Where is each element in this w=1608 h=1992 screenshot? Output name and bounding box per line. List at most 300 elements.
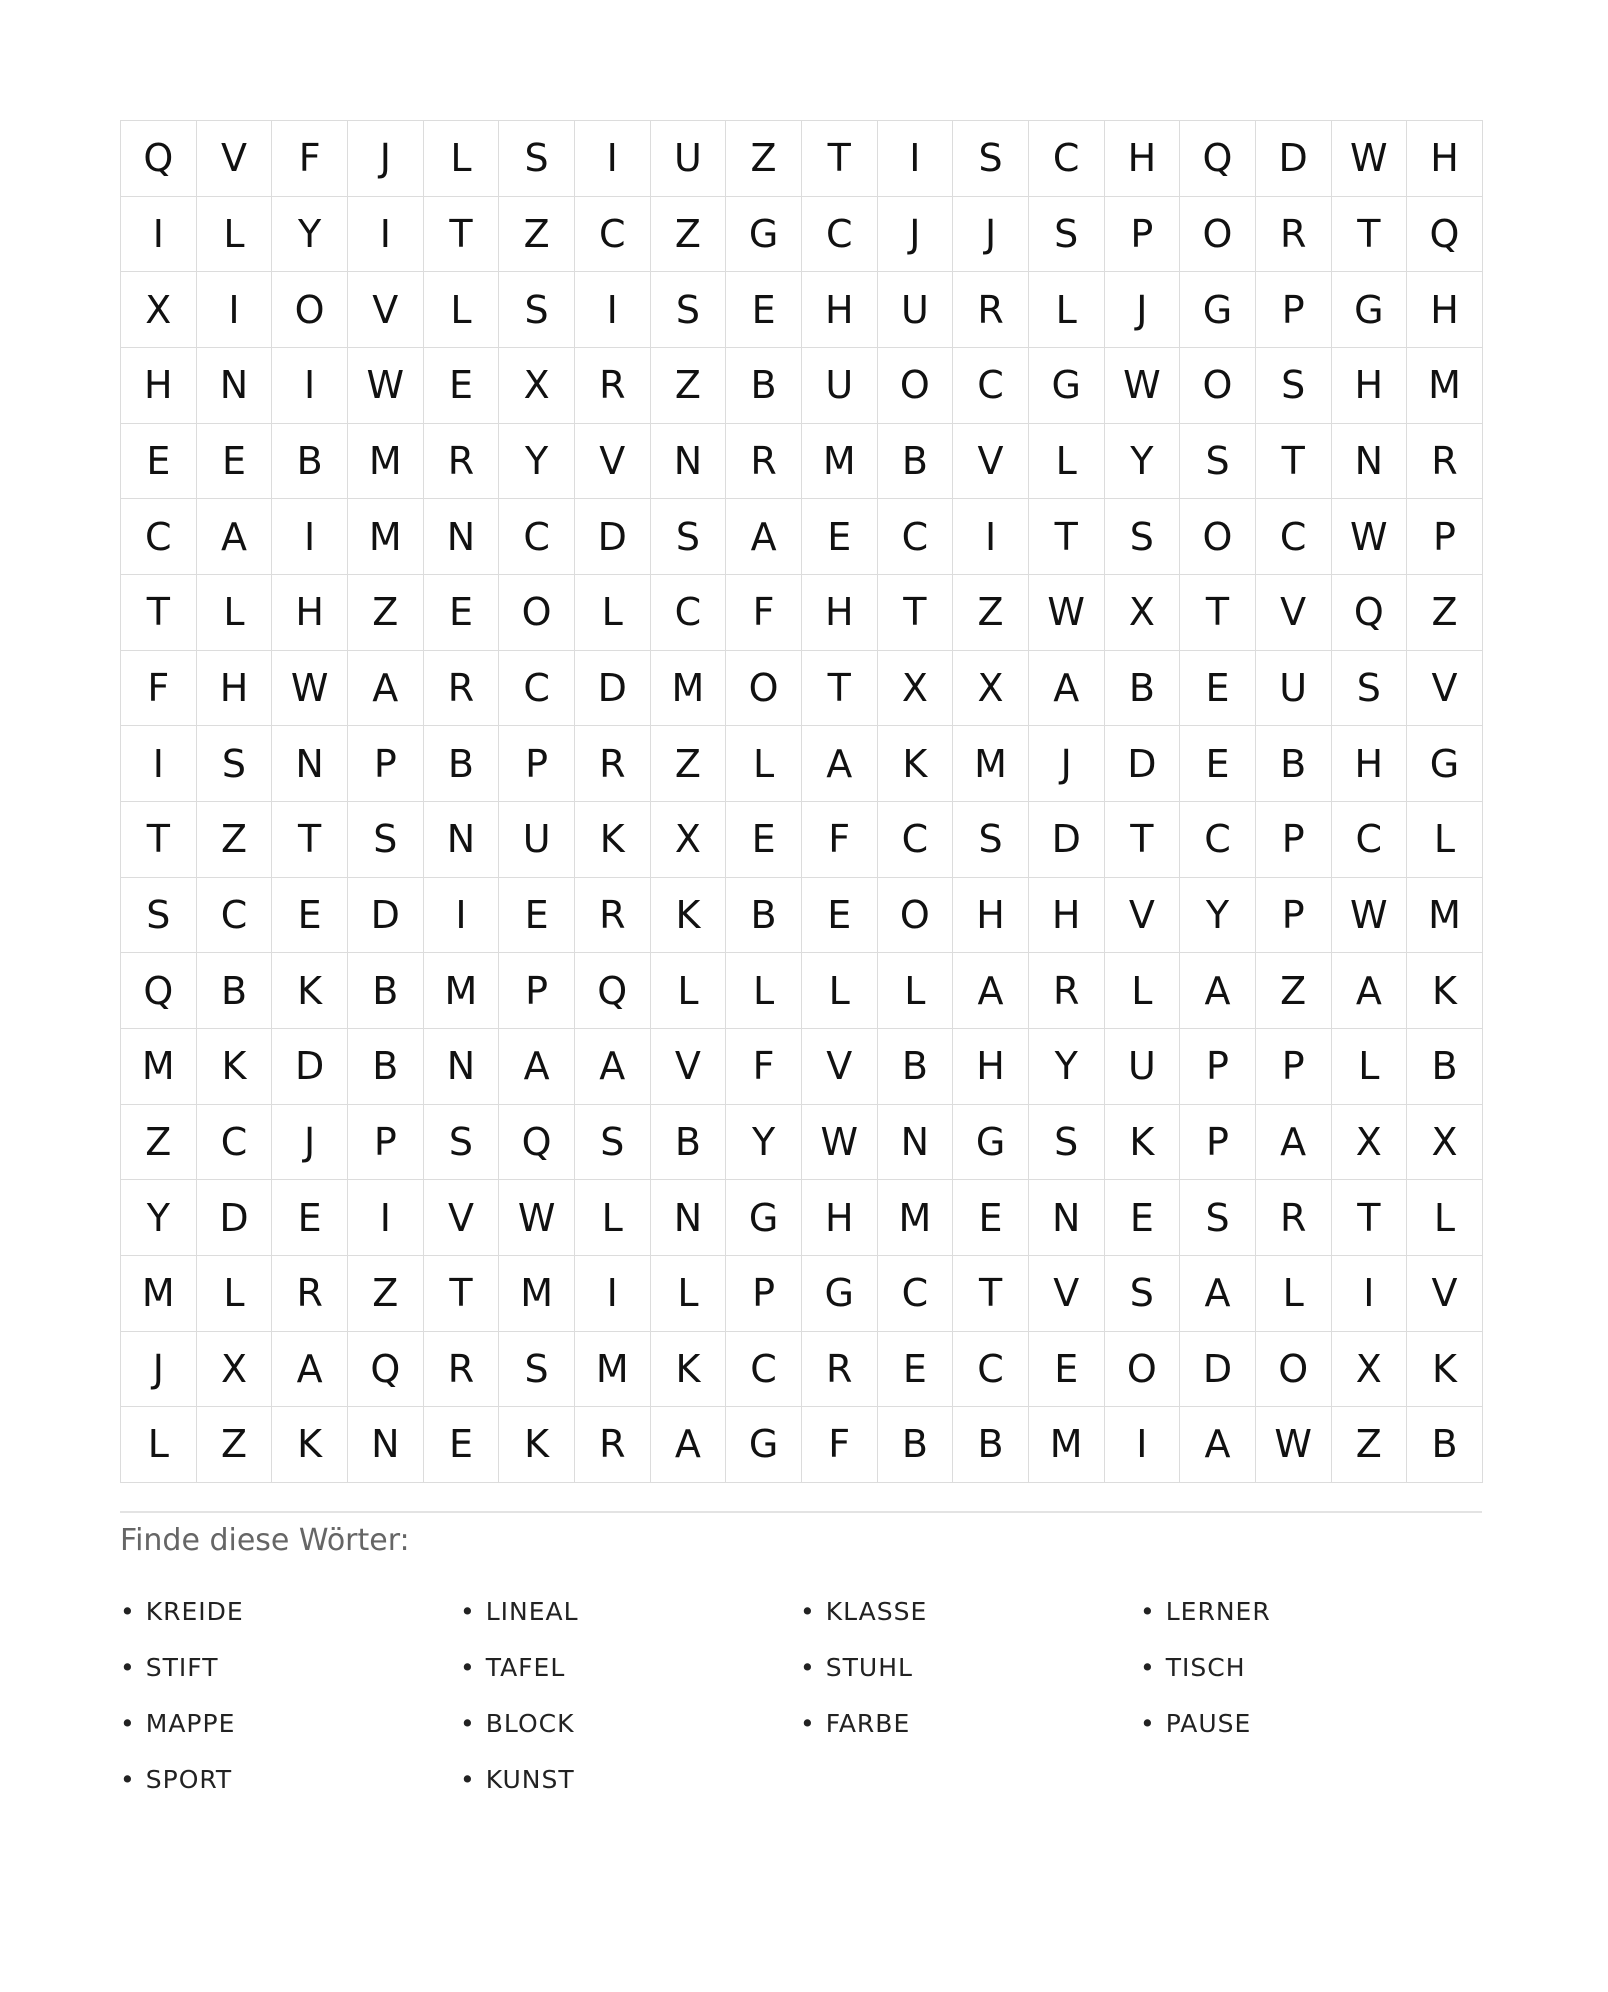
grid-cell[interactable]: E xyxy=(1105,1180,1181,1256)
grid-cell[interactable]: H xyxy=(953,1029,1029,1105)
grid-cell[interactable]: U xyxy=(651,121,727,197)
grid-cell[interactable]: I xyxy=(878,121,954,197)
grid-cell[interactable]: X xyxy=(1105,575,1181,651)
grid-cell[interactable]: C xyxy=(1180,802,1256,878)
grid-cell[interactable]: H xyxy=(953,878,1029,954)
grid-cell[interactable]: K xyxy=(575,802,651,878)
grid-cell[interactable]: I xyxy=(575,272,651,348)
grid-cell[interactable]: G xyxy=(1029,348,1105,424)
grid-cell[interactable]: B xyxy=(1407,1407,1483,1483)
grid-cell[interactable]: M xyxy=(575,1332,651,1408)
grid-cell[interactable]: H xyxy=(272,575,348,651)
grid-cell[interactable]: X xyxy=(1407,1105,1483,1181)
grid-cell[interactable]: X xyxy=(1332,1105,1408,1181)
grid-cell[interactable]: L xyxy=(878,953,954,1029)
grid-cell[interactable]: I xyxy=(348,197,424,273)
grid-cell[interactable]: S xyxy=(499,1332,575,1408)
grid-cell[interactable]: P xyxy=(1180,1105,1256,1181)
grid-cell[interactable]: G xyxy=(1407,726,1483,802)
grid-cell[interactable]: O xyxy=(878,348,954,424)
grid-cell[interactable]: L xyxy=(1029,424,1105,500)
grid-cell[interactable]: B xyxy=(1256,726,1332,802)
grid-cell[interactable]: Z xyxy=(197,1407,273,1483)
grid-cell[interactable]: T xyxy=(424,197,500,273)
grid-cell[interactable]: N xyxy=(348,1407,424,1483)
grid-cell[interactable]: T xyxy=(121,575,197,651)
grid-cell[interactable]: Q xyxy=(121,121,197,197)
grid-cell[interactable]: W xyxy=(1332,499,1408,575)
grid-cell[interactable]: E xyxy=(802,878,878,954)
grid-cell[interactable]: E xyxy=(272,878,348,954)
grid-cell[interactable]: D xyxy=(1029,802,1105,878)
grid-cell[interactable]: S xyxy=(953,121,1029,197)
grid-cell[interactable]: R xyxy=(1256,1180,1332,1256)
grid-cell[interactable]: K xyxy=(197,1029,273,1105)
grid-cell[interactable]: S xyxy=(1180,424,1256,500)
grid-cell[interactable]: T xyxy=(953,1256,1029,1332)
grid-cell[interactable]: W xyxy=(1332,878,1408,954)
grid-cell[interactable]: R xyxy=(575,726,651,802)
grid-cell[interactable]: Q xyxy=(1407,197,1483,273)
grid-cell[interactable]: A xyxy=(348,651,424,727)
grid-cell[interactable]: L xyxy=(1407,802,1483,878)
grid-cell[interactable]: W xyxy=(802,1105,878,1181)
grid-cell[interactable]: I xyxy=(424,878,500,954)
grid-cell[interactable]: K xyxy=(272,953,348,1029)
grid-cell[interactable]: J xyxy=(1105,272,1181,348)
grid-cell[interactable]: I xyxy=(1332,1256,1408,1332)
grid-cell[interactable]: X xyxy=(953,651,1029,727)
grid-cell[interactable]: U xyxy=(1105,1029,1181,1105)
grid-cell[interactable]: X xyxy=(878,651,954,727)
grid-cell[interactable]: Z xyxy=(953,575,1029,651)
grid-cell[interactable]: C xyxy=(1332,802,1408,878)
grid-cell[interactable]: B xyxy=(726,348,802,424)
grid-cell[interactable]: R xyxy=(272,1256,348,1332)
grid-cell[interactable]: O xyxy=(499,575,575,651)
grid-cell[interactable]: O xyxy=(1180,197,1256,273)
grid-cell[interactable]: S xyxy=(953,802,1029,878)
grid-cell[interactable]: P xyxy=(1256,878,1332,954)
grid-cell[interactable]: I xyxy=(121,726,197,802)
grid-cell[interactable]: V xyxy=(651,1029,727,1105)
grid-cell[interactable]: S xyxy=(1180,1180,1256,1256)
grid-cell[interactable]: A xyxy=(802,726,878,802)
grid-cell[interactable]: E xyxy=(424,1407,500,1483)
grid-cell[interactable]: Z xyxy=(726,121,802,197)
grid-cell[interactable]: E xyxy=(1029,1332,1105,1408)
grid-cell[interactable]: C xyxy=(121,499,197,575)
grid-cell[interactable]: Z xyxy=(197,802,273,878)
grid-cell[interactable]: R xyxy=(1256,197,1332,273)
grid-cell[interactable]: B xyxy=(424,726,500,802)
grid-cell[interactable]: A xyxy=(1180,953,1256,1029)
grid-cell[interactable]: B xyxy=(1105,651,1181,727)
grid-cell[interactable]: B xyxy=(726,878,802,954)
grid-cell[interactable]: A xyxy=(197,499,273,575)
grid-cell[interactable]: H xyxy=(1332,726,1408,802)
grid-cell[interactable]: A xyxy=(499,1029,575,1105)
grid-cell[interactable]: P xyxy=(499,953,575,1029)
grid-cell[interactable]: T xyxy=(1029,499,1105,575)
grid-cell[interactable]: V xyxy=(197,121,273,197)
grid-cell[interactable]: H xyxy=(802,575,878,651)
grid-cell[interactable]: J xyxy=(953,197,1029,273)
grid-cell[interactable]: N xyxy=(424,802,500,878)
grid-cell[interactable]: R xyxy=(802,1332,878,1408)
grid-cell[interactable]: W xyxy=(1256,1407,1332,1483)
grid-cell[interactable]: H xyxy=(1029,878,1105,954)
grid-cell[interactable]: K xyxy=(272,1407,348,1483)
grid-cell[interactable]: J xyxy=(348,121,424,197)
grid-cell[interactable]: M xyxy=(348,424,424,500)
grid-cell[interactable]: H xyxy=(197,651,273,727)
grid-cell[interactable]: Q xyxy=(575,953,651,1029)
grid-cell[interactable]: Y xyxy=(272,197,348,273)
grid-cell[interactable]: P xyxy=(348,726,424,802)
grid-cell[interactable]: F xyxy=(726,1029,802,1105)
grid-cell[interactable]: I xyxy=(121,197,197,273)
grid-cell[interactable]: B xyxy=(953,1407,1029,1483)
grid-cell[interactable]: R xyxy=(1029,953,1105,1029)
grid-cell[interactable]: N xyxy=(651,1180,727,1256)
grid-cell[interactable]: Z xyxy=(1332,1407,1408,1483)
grid-cell[interactable]: M xyxy=(424,953,500,1029)
grid-cell[interactable]: E xyxy=(499,878,575,954)
grid-cell[interactable]: D xyxy=(272,1029,348,1105)
grid-cell[interactable]: T xyxy=(272,802,348,878)
grid-cell[interactable]: O xyxy=(1180,499,1256,575)
grid-cell[interactable]: R xyxy=(424,424,500,500)
grid-cell[interactable]: R xyxy=(726,424,802,500)
grid-cell[interactable]: E xyxy=(1180,651,1256,727)
grid-cell[interactable]: K xyxy=(499,1407,575,1483)
grid-cell[interactable]: Y xyxy=(1029,1029,1105,1105)
grid-cell[interactable]: T xyxy=(1332,1180,1408,1256)
grid-cell[interactable]: K xyxy=(1407,1332,1483,1408)
grid-cell[interactable]: U xyxy=(499,802,575,878)
grid-cell[interactable]: Z xyxy=(651,348,727,424)
grid-cell[interactable]: A xyxy=(1180,1407,1256,1483)
grid-cell[interactable]: G xyxy=(1332,272,1408,348)
grid-cell[interactable]: J xyxy=(272,1105,348,1181)
grid-cell[interactable]: C xyxy=(499,499,575,575)
grid-cell[interactable]: H xyxy=(121,348,197,424)
grid-cell[interactable]: N xyxy=(197,348,273,424)
grid-cell[interactable]: G xyxy=(802,1256,878,1332)
grid-cell[interactable]: L xyxy=(651,1256,727,1332)
grid-cell[interactable]: Y xyxy=(121,1180,197,1256)
grid-cell[interactable]: L xyxy=(575,575,651,651)
grid-cell[interactable]: Q xyxy=(1180,121,1256,197)
grid-cell[interactable]: H xyxy=(1105,121,1181,197)
grid-cell[interactable]: M xyxy=(121,1029,197,1105)
grid-cell[interactable]: L xyxy=(1407,1180,1483,1256)
grid-cell[interactable]: V xyxy=(424,1180,500,1256)
grid-cell[interactable]: N xyxy=(1029,1180,1105,1256)
grid-cell[interactable]: B xyxy=(878,1407,954,1483)
grid-cell[interactable]: R xyxy=(1407,424,1483,500)
grid-cell[interactable]: O xyxy=(1256,1332,1332,1408)
grid-cell[interactable]: E xyxy=(121,424,197,500)
grid-cell[interactable]: I xyxy=(1105,1407,1181,1483)
grid-cell[interactable]: B xyxy=(272,424,348,500)
grid-cell[interactable]: A xyxy=(272,1332,348,1408)
grid-cell[interactable]: Q xyxy=(121,953,197,1029)
grid-cell[interactable]: P xyxy=(1256,272,1332,348)
grid-cell[interactable]: B xyxy=(1407,1029,1483,1105)
grid-cell[interactable]: B xyxy=(348,953,424,1029)
grid-cell[interactable]: E xyxy=(424,348,500,424)
grid-cell[interactable]: V xyxy=(953,424,1029,500)
grid-cell[interactable]: D xyxy=(1105,726,1181,802)
grid-cell[interactable]: Q xyxy=(348,1332,424,1408)
grid-cell[interactable]: U xyxy=(1256,651,1332,727)
grid-cell[interactable]: S xyxy=(499,272,575,348)
grid-cell[interactable]: N xyxy=(424,499,500,575)
grid-cell[interactable]: P xyxy=(1407,499,1483,575)
grid-cell[interactable]: N xyxy=(1332,424,1408,500)
grid-cell[interactable]: D xyxy=(575,499,651,575)
grid-cell[interactable]: P xyxy=(726,1256,802,1332)
grid-cell[interactable]: Z xyxy=(121,1105,197,1181)
grid-cell[interactable]: F xyxy=(121,651,197,727)
grid-cell[interactable]: T xyxy=(424,1256,500,1332)
grid-cell[interactable]: X xyxy=(197,1332,273,1408)
grid-cell[interactable]: Q xyxy=(1332,575,1408,651)
grid-cell[interactable]: G xyxy=(726,1180,802,1256)
grid-cell[interactable]: E xyxy=(726,272,802,348)
grid-cell[interactable]: M xyxy=(348,499,424,575)
grid-cell[interactable]: A xyxy=(1029,651,1105,727)
grid-cell[interactable]: X xyxy=(1332,1332,1408,1408)
grid-cell[interactable]: M xyxy=(878,1180,954,1256)
grid-cell[interactable]: C xyxy=(878,802,954,878)
grid-cell[interactable]: O xyxy=(272,272,348,348)
grid-cell[interactable]: K xyxy=(651,878,727,954)
grid-cell[interactable]: E xyxy=(197,424,273,500)
grid-cell[interactable]: I xyxy=(272,499,348,575)
grid-cell[interactable]: K xyxy=(651,1332,727,1408)
grid-cell[interactable]: G xyxy=(1180,272,1256,348)
grid-cell[interactable]: S xyxy=(348,802,424,878)
grid-cell[interactable]: G xyxy=(953,1105,1029,1181)
grid-cell[interactable]: D xyxy=(575,651,651,727)
grid-cell[interactable]: M xyxy=(1407,878,1483,954)
grid-cell[interactable]: L xyxy=(802,953,878,1029)
grid-cell[interactable]: V xyxy=(348,272,424,348)
grid-cell[interactable]: M xyxy=(121,1256,197,1332)
grid-cell[interactable]: Z xyxy=(651,197,727,273)
grid-cell[interactable]: D xyxy=(1180,1332,1256,1408)
grid-cell[interactable]: T xyxy=(1180,575,1256,651)
grid-cell[interactable]: W xyxy=(499,1180,575,1256)
grid-cell[interactable]: I xyxy=(575,1256,651,1332)
grid-cell[interactable]: T xyxy=(1105,802,1181,878)
grid-cell[interactable]: R xyxy=(424,651,500,727)
grid-cell[interactable]: Z xyxy=(348,1256,424,1332)
grid-cell[interactable]: Z xyxy=(499,197,575,273)
grid-cell[interactable]: I xyxy=(348,1180,424,1256)
grid-cell[interactable]: F xyxy=(726,575,802,651)
grid-cell[interactable]: S xyxy=(499,121,575,197)
grid-cell[interactable]: X xyxy=(499,348,575,424)
grid-cell[interactable]: U xyxy=(878,272,954,348)
grid-cell[interactable]: M xyxy=(953,726,1029,802)
grid-cell[interactable]: L xyxy=(121,1407,197,1483)
grid-cell[interactable]: Z xyxy=(1256,953,1332,1029)
grid-cell[interactable]: H xyxy=(1407,121,1483,197)
grid-cell[interactable]: R xyxy=(424,1332,500,1408)
grid-cell[interactable]: B xyxy=(878,1029,954,1105)
grid-cell[interactable]: A xyxy=(1180,1256,1256,1332)
grid-cell[interactable]: T xyxy=(121,802,197,878)
grid-cell[interactable]: P xyxy=(348,1105,424,1181)
grid-cell[interactable]: V xyxy=(1407,651,1483,727)
grid-cell[interactable]: Y xyxy=(499,424,575,500)
grid-cell[interactable]: J xyxy=(878,197,954,273)
grid-cell[interactable]: S xyxy=(1256,348,1332,424)
grid-cell[interactable]: Q xyxy=(499,1105,575,1181)
grid-cell[interactable]: A xyxy=(1256,1105,1332,1181)
grid-cell[interactable]: A xyxy=(1332,953,1408,1029)
grid-cell[interactable]: D xyxy=(1256,121,1332,197)
grid-cell[interactable]: L xyxy=(1256,1256,1332,1332)
grid-cell[interactable]: Z xyxy=(651,726,727,802)
grid-cell[interactable]: B xyxy=(878,424,954,500)
grid-cell[interactable]: N xyxy=(272,726,348,802)
grid-cell[interactable]: I xyxy=(272,348,348,424)
grid-cell[interactable]: B xyxy=(651,1105,727,1181)
grid-cell[interactable]: V xyxy=(802,1029,878,1105)
grid-cell[interactable]: P xyxy=(1256,1029,1332,1105)
grid-cell[interactable]: G xyxy=(726,197,802,273)
grid-cell[interactable]: Z xyxy=(1407,575,1483,651)
grid-cell[interactable]: H xyxy=(802,1180,878,1256)
grid-cell[interactable]: H xyxy=(802,272,878,348)
grid-cell[interactable]: M xyxy=(651,651,727,727)
grid-cell[interactable]: L xyxy=(197,575,273,651)
grid-cell[interactable]: H xyxy=(1407,272,1483,348)
grid-cell[interactable]: O xyxy=(878,878,954,954)
grid-cell[interactable]: I xyxy=(953,499,1029,575)
grid-cell[interactable]: V xyxy=(1256,575,1332,651)
grid-cell[interactable]: J xyxy=(1029,726,1105,802)
grid-cell[interactable]: X xyxy=(651,802,727,878)
grid-cell[interactable]: N xyxy=(878,1105,954,1181)
grid-cell[interactable]: E xyxy=(424,575,500,651)
grid-cell[interactable]: E xyxy=(272,1180,348,1256)
grid-cell[interactable]: T xyxy=(802,651,878,727)
grid-cell[interactable]: C xyxy=(197,1105,273,1181)
grid-cell[interactable]: E xyxy=(953,1180,1029,1256)
grid-cell[interactable]: S xyxy=(1105,499,1181,575)
grid-cell[interactable]: N xyxy=(651,424,727,500)
grid-cell[interactable]: U xyxy=(802,348,878,424)
grid-cell[interactable]: C xyxy=(197,878,273,954)
grid-cell[interactable]: P xyxy=(1256,802,1332,878)
grid-cell[interactable]: R xyxy=(575,878,651,954)
grid-cell[interactable]: L xyxy=(575,1180,651,1256)
grid-cell[interactable]: V xyxy=(1029,1256,1105,1332)
grid-cell[interactable]: C xyxy=(575,197,651,273)
grid-cell[interactable]: K xyxy=(878,726,954,802)
grid-cell[interactable]: T xyxy=(802,121,878,197)
grid-cell[interactable]: L xyxy=(197,197,273,273)
grid-cell[interactable]: E xyxy=(802,499,878,575)
grid-cell[interactable]: M xyxy=(802,424,878,500)
grid-cell[interactable]: P xyxy=(1180,1029,1256,1105)
grid-cell[interactable]: L xyxy=(726,953,802,1029)
grid-cell[interactable]: C xyxy=(726,1332,802,1408)
grid-cell[interactable]: Y xyxy=(1105,424,1181,500)
grid-cell[interactable]: K xyxy=(1407,953,1483,1029)
grid-cell[interactable]: R xyxy=(575,348,651,424)
grid-cell[interactable]: Y xyxy=(726,1105,802,1181)
grid-cell[interactable]: C xyxy=(499,651,575,727)
grid-cell[interactable]: C xyxy=(878,499,954,575)
grid-cell[interactable]: A xyxy=(575,1029,651,1105)
grid-cell[interactable]: L xyxy=(1029,272,1105,348)
grid-cell[interactable]: C xyxy=(953,1332,1029,1408)
grid-cell[interactable]: F xyxy=(802,1407,878,1483)
grid-cell[interactable]: E xyxy=(878,1332,954,1408)
grid-cell[interactable]: V xyxy=(1105,878,1181,954)
grid-cell[interactable]: H xyxy=(1332,348,1408,424)
grid-cell[interactable]: W xyxy=(1105,348,1181,424)
grid-cell[interactable]: X xyxy=(121,272,197,348)
grid-cell[interactable]: S xyxy=(1105,1256,1181,1332)
grid-cell[interactable]: S xyxy=(1029,1105,1105,1181)
grid-cell[interactable]: P xyxy=(499,726,575,802)
grid-cell[interactable]: L xyxy=(197,1256,273,1332)
grid-cell[interactable]: I xyxy=(575,121,651,197)
grid-cell[interactable]: S xyxy=(1029,197,1105,273)
grid-cell[interactable]: F xyxy=(272,121,348,197)
grid-cell[interactable]: R xyxy=(953,272,1029,348)
grid-cell[interactable]: C xyxy=(878,1256,954,1332)
grid-cell[interactable]: L xyxy=(726,726,802,802)
grid-cell[interactable]: V xyxy=(1407,1256,1483,1332)
grid-cell[interactable]: B xyxy=(348,1029,424,1105)
grid-cell[interactable]: M xyxy=(1029,1407,1105,1483)
grid-cell[interactable]: G xyxy=(726,1407,802,1483)
grid-cell[interactable]: A xyxy=(651,1407,727,1483)
grid-cell[interactable]: C xyxy=(1029,121,1105,197)
grid-cell[interactable]: W xyxy=(272,651,348,727)
grid-cell[interactable]: D xyxy=(348,878,424,954)
grid-cell[interactable]: C xyxy=(1256,499,1332,575)
grid-cell[interactable]: S xyxy=(651,272,727,348)
grid-cell[interactable]: E xyxy=(726,802,802,878)
grid-cell[interactable]: S xyxy=(197,726,273,802)
grid-cell[interactable]: L xyxy=(424,272,500,348)
grid-cell[interactable]: S xyxy=(1332,651,1408,727)
grid-cell[interactable]: B xyxy=(197,953,273,1029)
grid-cell[interactable]: O xyxy=(1180,348,1256,424)
grid-cell[interactable]: T xyxy=(1256,424,1332,500)
grid-cell[interactable]: S xyxy=(121,878,197,954)
grid-cell[interactable]: W xyxy=(1332,121,1408,197)
grid-cell[interactable]: D xyxy=(197,1180,273,1256)
grid-cell[interactable]: C xyxy=(651,575,727,651)
grid-cell[interactable]: A xyxy=(953,953,1029,1029)
grid-cell[interactable]: Z xyxy=(348,575,424,651)
grid-cell[interactable]: P xyxy=(1105,197,1181,273)
grid-cell[interactable]: Y xyxy=(1180,878,1256,954)
grid-cell[interactable]: T xyxy=(878,575,954,651)
grid-cell[interactable]: R xyxy=(575,1407,651,1483)
